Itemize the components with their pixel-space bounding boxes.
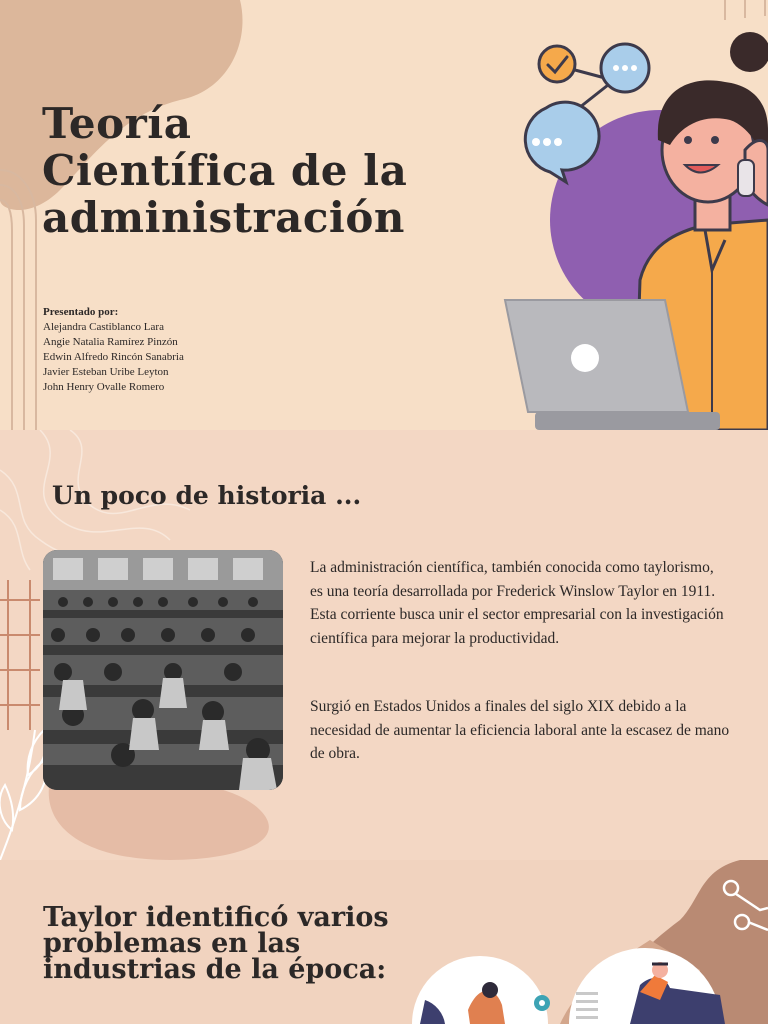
chat-bubble-icon: [601, 44, 649, 92]
author-name: John Henry Ovalle Romero: [43, 381, 165, 393]
section-heading: Un poco de historia ...: [52, 481, 362, 510]
authors-block: [43, 305, 184, 395]
author-name: Edwin Alfredo Rincón Sanabria: [43, 351, 184, 363]
leaf-branch-icon: [0, 730, 46, 860]
slide-problems: [0, 860, 768, 1024]
title-text: Teoría Científica de la administración: [42, 99, 408, 242]
slide-title: [0, 0, 768, 430]
presented-label: Presentado por:: [43, 306, 119, 318]
author-name: Angie Natalia Ramírez Pinzón: [43, 336, 178, 348]
history-paragraph-1: La administración científica, también conocida como taylorismo, es una teoría desarrollada por Frederick Winslow Taylor en 1911. Esta corriente busca unir el sector empresarial con la investigación científica para mejorar la productividad.: [310, 559, 724, 647]
history-paragraph-2: Surgió en Estados Unidos a finales del siglo XIX debido a la necesidad de aumentar la eficiencia laboral ante la escasez de mano de obra.: [310, 698, 730, 762]
gear-icon: [534, 995, 550, 1011]
page-title: [42, 100, 407, 241]
checkmark-bubble-icon: [539, 46, 575, 82]
section-heading: [43, 902, 389, 985]
factory-workers-photo: [43, 550, 283, 790]
author-name: Alejandra Castiblanco Lara: [43, 321, 164, 333]
author-name: Javier Esteban Uribe Leyton: [43, 366, 169, 378]
woman-laptop-illustration: [490, 30, 768, 430]
decor-grid-lines: [0, 580, 40, 730]
problems-title-text: Taylor identificó varios problemas en las industrias de la época:: [43, 902, 389, 985]
slide-history: [0, 430, 768, 860]
